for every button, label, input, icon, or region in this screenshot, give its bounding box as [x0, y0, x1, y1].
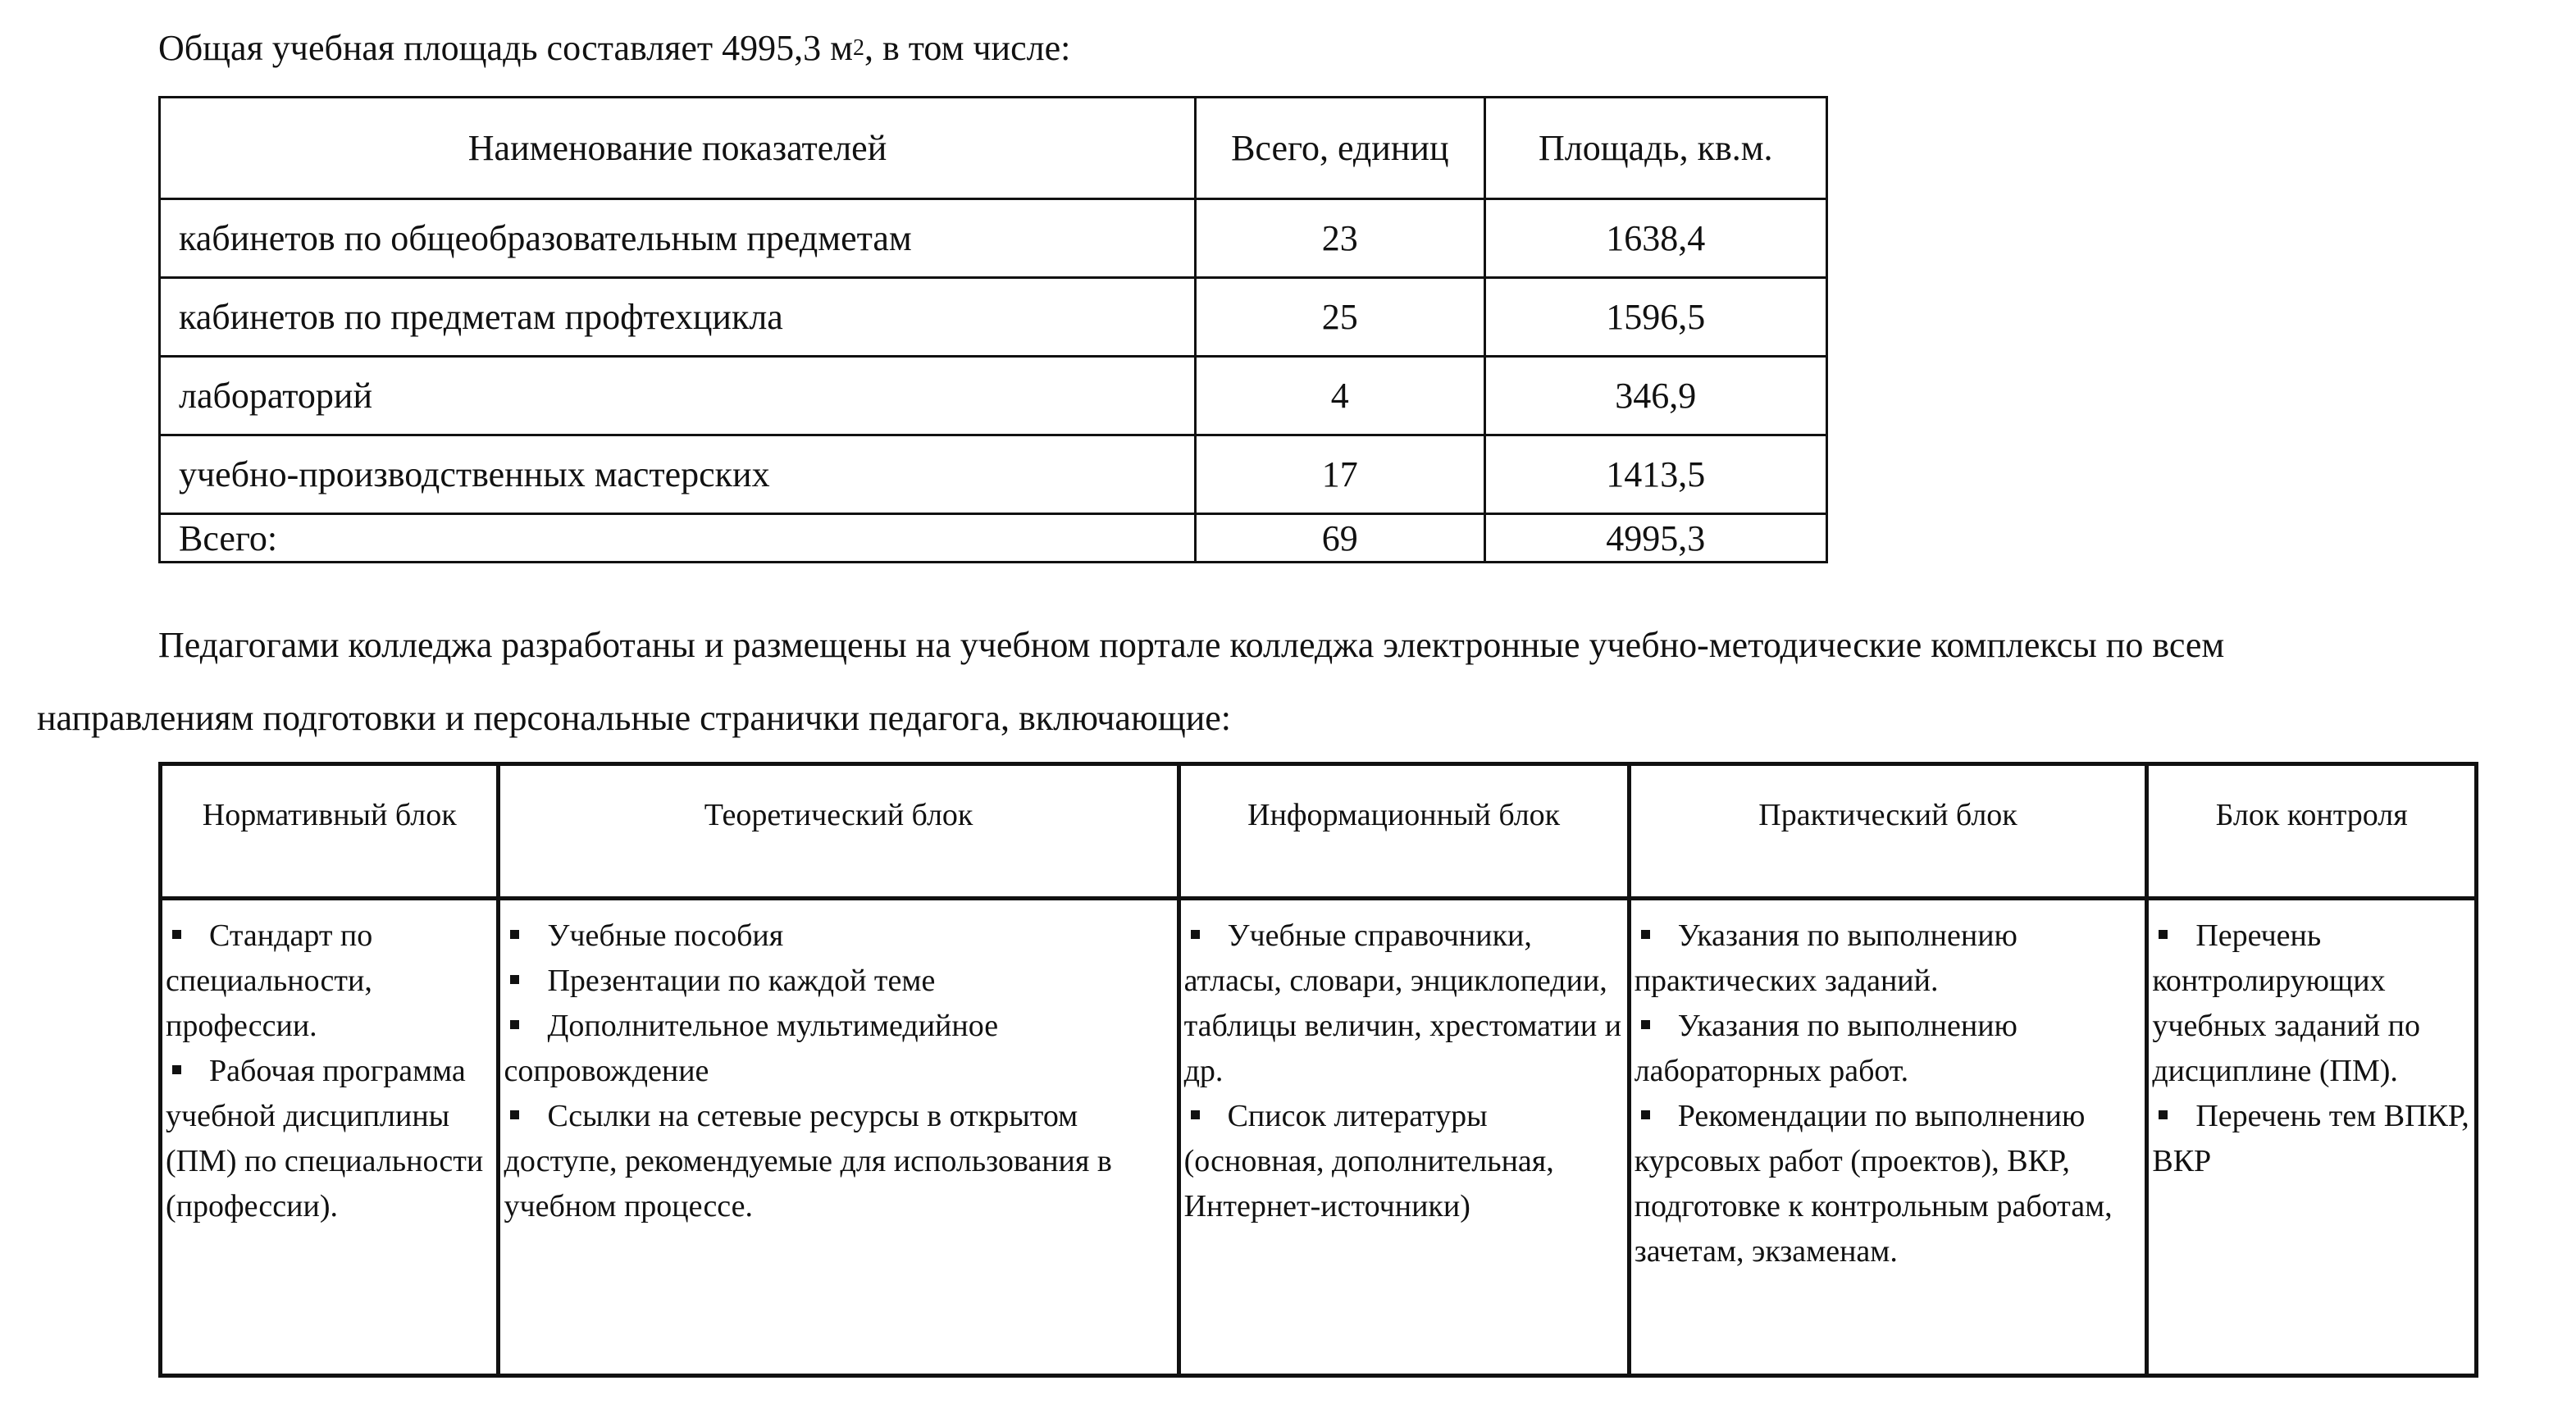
list-item-text: Рекомендации по выполнению курсовых работ (проектов), ВКР, подготовке к контрольным работам, зачетам, экзаменам. — [1634, 1099, 2113, 1269]
list-item — [1635, 1094, 2142, 1274]
row-area: 346,9 — [1484, 357, 1826, 435]
list-item — [1184, 914, 1624, 1094]
table-row — [160, 278, 1827, 357]
intro-line — [158, 30, 1070, 66]
list-item-text: Указания по выполнению практических заданий. — [1634, 918, 2017, 998]
area-header-area: Площадь, кв.м. — [1484, 98, 1826, 199]
bullet-icon — [1641, 1110, 1650, 1119]
information-block-cell — [1179, 899, 1629, 1376]
area-header-count: Всего, единиц — [1196, 98, 1484, 199]
row-name: кабинетов по предметам профтехцикла — [160, 278, 1196, 357]
total-count: 69 — [1196, 514, 1484, 563]
total-label: Всего: — [160, 514, 1196, 563]
list-item-text: Список литературы (основная, дополнительная, Интернет-источники) — [1183, 1099, 1554, 1223]
bullet-icon — [2159, 1110, 2168, 1119]
row-area: 1596,5 — [1484, 278, 1826, 357]
table-row — [160, 357, 1827, 435]
bullet-icon — [2159, 930, 2168, 939]
paragraph-line-2: направлениям подготовки и персональные странички педагога, включающие: — [37, 698, 1232, 738]
list-item — [1635, 914, 2142, 1004]
area-table — [158, 96, 1828, 563]
bullet-icon — [1641, 1020, 1650, 1029]
list-item-text: Учебные справочники, атласы, словари, энциклопедии, таблицы величин, хрестоматии и др. — [1183, 918, 1622, 1088]
row-count: 23 — [1196, 199, 1484, 278]
area-header-name: Наименование показателей — [160, 98, 1196, 199]
theoretical-block-cell — [499, 899, 1179, 1376]
row-count: 17 — [1196, 435, 1484, 514]
bullet-icon — [1191, 1110, 1200, 1119]
bullet-icon — [172, 1065, 181, 1074]
row-name: кабинетов по общеобразовательным предметам — [160, 199, 1196, 278]
intro-text: Общая учебная площадь составляет 4995,3 м — [158, 28, 853, 68]
list-item-text: Учебные пособия — [547, 918, 784, 953]
table-row — [160, 435, 1827, 514]
list-item — [166, 1049, 493, 1229]
bullet-icon — [510, 1020, 519, 1029]
area-table-header — [160, 98, 1827, 199]
blocks-header — [161, 764, 2477, 899]
table-row — [160, 199, 1827, 278]
header-control-block: Блок контроля — [2147, 764, 2477, 899]
list-item-text: Стандарт по специальности, профессии. — [166, 918, 373, 1043]
total-row — [160, 514, 1827, 563]
bullet-icon — [1191, 930, 1200, 939]
list-item — [504, 1004, 1173, 1094]
blocks-content-row — [161, 899, 2477, 1376]
list-item — [2152, 1094, 2471, 1184]
row-count: 4 — [1196, 357, 1484, 435]
bullet-icon — [510, 1110, 519, 1119]
intro-suffix: , в том числе: — [864, 28, 1071, 68]
bullet-icon — [1641, 930, 1650, 939]
list-item — [1184, 1094, 1624, 1229]
list-item — [2152, 914, 2471, 1094]
list-item-text: Перечень тем ВПКР, ВКР — [2152, 1099, 2469, 1178]
practical-block-cell — [1629, 899, 2147, 1376]
header-normative-block: Нормативный блок — [161, 764, 499, 899]
bullet-icon — [172, 930, 181, 939]
row-area: 1638,4 — [1484, 199, 1826, 278]
total-area: 4995,3 — [1484, 514, 1826, 563]
row-area: 1413,5 — [1484, 435, 1826, 514]
list-item — [166, 914, 493, 1049]
blocks-table — [158, 762, 2478, 1378]
row-name: лабораторий — [160, 357, 1196, 435]
list-item-text: Указания по выполнению лабораторных работ. — [1634, 1009, 2017, 1088]
list-item-text: Презентации по каждой теме — [547, 964, 936, 998]
list-item-text: Ссылки на сетевые ресурсы в открытом доступе, рекомендуемые для использования в учебном процессе. — [504, 1099, 1112, 1223]
intro-superscript: 2 — [852, 35, 864, 61]
list-item-text: Перечень контролирующих учебных заданий по дисциплине (ПМ). — [2152, 918, 2420, 1088]
bullet-icon — [510, 930, 519, 939]
list-item — [504, 1094, 1173, 1229]
header-practical-block: Практический блок — [1629, 764, 2147, 899]
list-item — [504, 959, 1173, 1004]
normative-block-cell — [161, 899, 499, 1376]
list-item — [504, 914, 1173, 959]
control-block-cell — [2147, 899, 2477, 1376]
header-theoretical-block: Теоретический блок — [499, 764, 1179, 899]
header-information-block: Информационный блок — [1179, 764, 1629, 899]
bullet-icon — [510, 975, 519, 984]
row-count: 25 — [1196, 278, 1484, 357]
paragraph-line-1: Педагогами колледжа разработаны и размещены на учебном портале колледжа электронные учебно-методические комплексы по всем — [158, 625, 2225, 665]
list-item-text: Дополнительное мультимедийное сопровождение — [504, 1009, 999, 1088]
row-name: учебно-производственных мастерских — [160, 435, 1196, 514]
list-item-text: Рабочая программа учебной дисциплины (ПМ) по специальности (профессии). — [166, 1054, 484, 1223]
list-item — [1635, 1004, 2142, 1094]
